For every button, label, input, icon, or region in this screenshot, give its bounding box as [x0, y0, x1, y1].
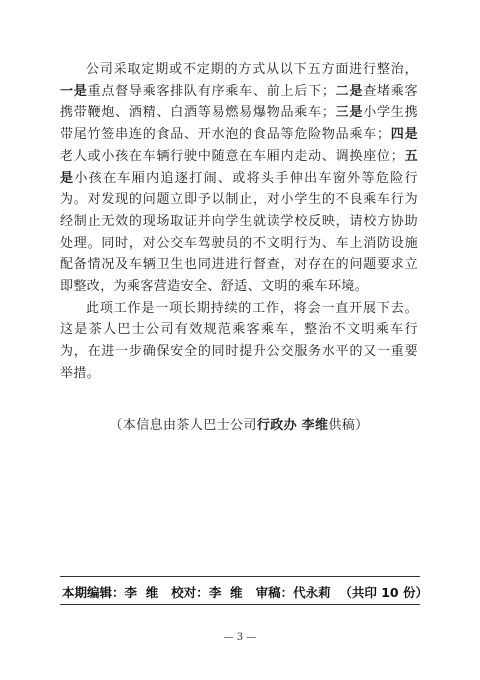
editor-name: 李 维 — [124, 585, 159, 600]
source-author: 李维 — [301, 418, 329, 433]
footer-divider-top — [60, 576, 420, 577]
source-department: 行政办 — [256, 418, 298, 433]
measure-text-5: 小孩在车厢内追逐打闹、或将头手伸出车窗外等危险行为。 — [60, 170, 418, 208]
body-text — [60, 59, 418, 385]
proofreader-name: 李 维 — [208, 585, 243, 600]
reviewer-name: 代永莉 — [293, 585, 331, 600]
measure-label-1: 一是 — [60, 83, 88, 99]
measure-label-3: 三是 — [335, 105, 364, 121]
measure-label-5: 五是 — [60, 148, 418, 186]
reviewer-label: 审稿： — [255, 585, 294, 600]
measures-intro: 公司采取定期或不定期的方式从以下五方面进行整治， — [86, 62, 418, 77]
source-prefix: （本信息由茶人巴士公司 — [109, 418, 257, 433]
measure-text-4: 老人或小孩在车辆行驶中随意在车厢内走动、调换座位； — [60, 148, 405, 164]
print-count: （共印 10 份） — [339, 585, 428, 600]
proofreader-label: 校对： — [171, 585, 209, 600]
paragraph-conclusion: 此项工作是一项长期持续的工作，将会一直开展下去。这是茶人巴士公司有效规范乘客乘车，整治不文明乘车行为，在进一步确保安全的同时提升公交服务水平的又一重要举措。 — [60, 300, 418, 381]
measures-followup: 对发现的问题立即予以制止，对小学生的不良乘车行为经制止无效的现场取证并向学生就读学校反映，请校方协助处理。同时，对公交车驾驶员的不文明行为、车上消防设施配备情况及车辆卫生也同进进行督查，对存在的问题要求立即整改，为乘客营造安全、舒适、文明的乘车环境。 — [60, 192, 418, 295]
paragraph-remediation-measures — [60, 59, 418, 298]
measure-text-3: 小学生携带尾竹签串连的食品、开水泡的食品等危险物品乘车； — [60, 105, 418, 143]
measure-text-2: 查堵乘客携带鞭炮、酒精、白酒等易燃易爆物品乘车； — [60, 83, 418, 121]
measure-text-1: 重点督导乘客排队有序乘车、前上后下； — [87, 83, 336, 99]
source-suffix: 供稿） — [328, 418, 369, 433]
measure-label-4: 四是 — [390, 127, 418, 143]
editor-label: 本期编辑： — [62, 585, 125, 600]
measure-label-2: 二是 — [335, 83, 364, 99]
source-note — [60, 414, 418, 433]
footer-divider-bottom — [60, 604, 420, 605]
footer-credits — [62, 583, 428, 601]
page-number: — 3 — — [223, 632, 257, 643]
